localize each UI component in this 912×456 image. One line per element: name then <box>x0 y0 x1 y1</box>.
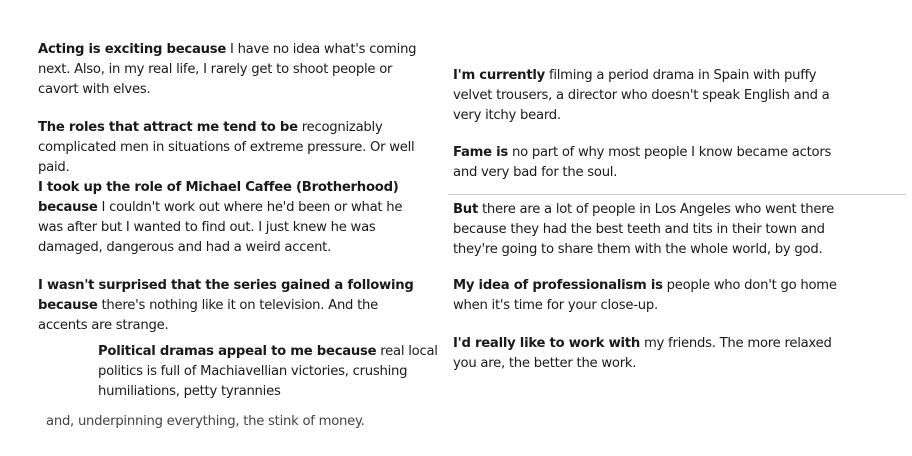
answer-text: there's nothing like it on television. And the accents are strange. <box>38 298 379 333</box>
question-lead: Acting is exciting because <box>38 42 227 57</box>
question-lead: I'd really like to work with <box>453 336 641 351</box>
question-lead: I wasn't surprised that the series gained a following because <box>38 278 414 313</box>
answer-text: recognizably complicated men in situations of extreme pressure. Or well paid. <box>38 120 415 175</box>
answer-michael-caffee <box>38 178 418 258</box>
question-lead: Fame is <box>453 145 509 160</box>
answer-text: I have no idea what's coming next. Also, in my real life, I rarely get to shoot people or cavort with elves. <box>38 42 417 97</box>
column-divider <box>448 194 906 195</box>
answer-text: there are a lot of people in Los Angeles who went there because they had the best teeth and tits in their town and they're going to share them with the whole world, by god. <box>453 202 835 257</box>
answer-text: people who don't go home when it's time for your close-up. <box>453 278 837 313</box>
answer-los-angeles <box>453 200 841 260</box>
answer-roles <box>38 118 418 178</box>
question-lead: I'm currently <box>453 68 545 83</box>
answer-professionalism <box>453 276 841 316</box>
answer-text: no part of why most people I know became actors and very bad for the soul. <box>453 145 832 180</box>
answer-text: real local politics is full of Machiavellian victories, crushing humiliations, petty tyrannies <box>98 344 438 399</box>
question-lead: The roles that attract me tend to be <box>38 120 298 135</box>
question-lead: Political dramas appeal to me because <box>98 344 377 359</box>
answer-text: filming a period drama in Spain with puffy velvet trousers, a director who doesn't speak English and a very itchy beard. <box>453 68 830 123</box>
answer-text: my friends. The more relaxed you are, the better the work. <box>453 336 832 371</box>
question-lead: I took up the role of Michael Caffee (Brotherhood) because <box>38 180 399 215</box>
answer-political-dramas-tail: and, underpinning everything, the stink of money. <box>46 414 365 429</box>
answer-work-with <box>453 334 841 374</box>
answer-fame <box>453 143 841 183</box>
answer-political-dramas <box>38 342 438 402</box>
question-lead: But <box>453 202 478 217</box>
answer-series-following <box>38 276 418 336</box>
answer-text: I couldn't work out where he'd been or what he was after but I wanted to find out. I just knew he was damaged, dangerous and had a weird accent. <box>38 200 403 255</box>
question-lead: My idea of professionalism is <box>453 278 663 293</box>
answer-acting <box>38 40 418 100</box>
answer-currently <box>453 66 841 126</box>
